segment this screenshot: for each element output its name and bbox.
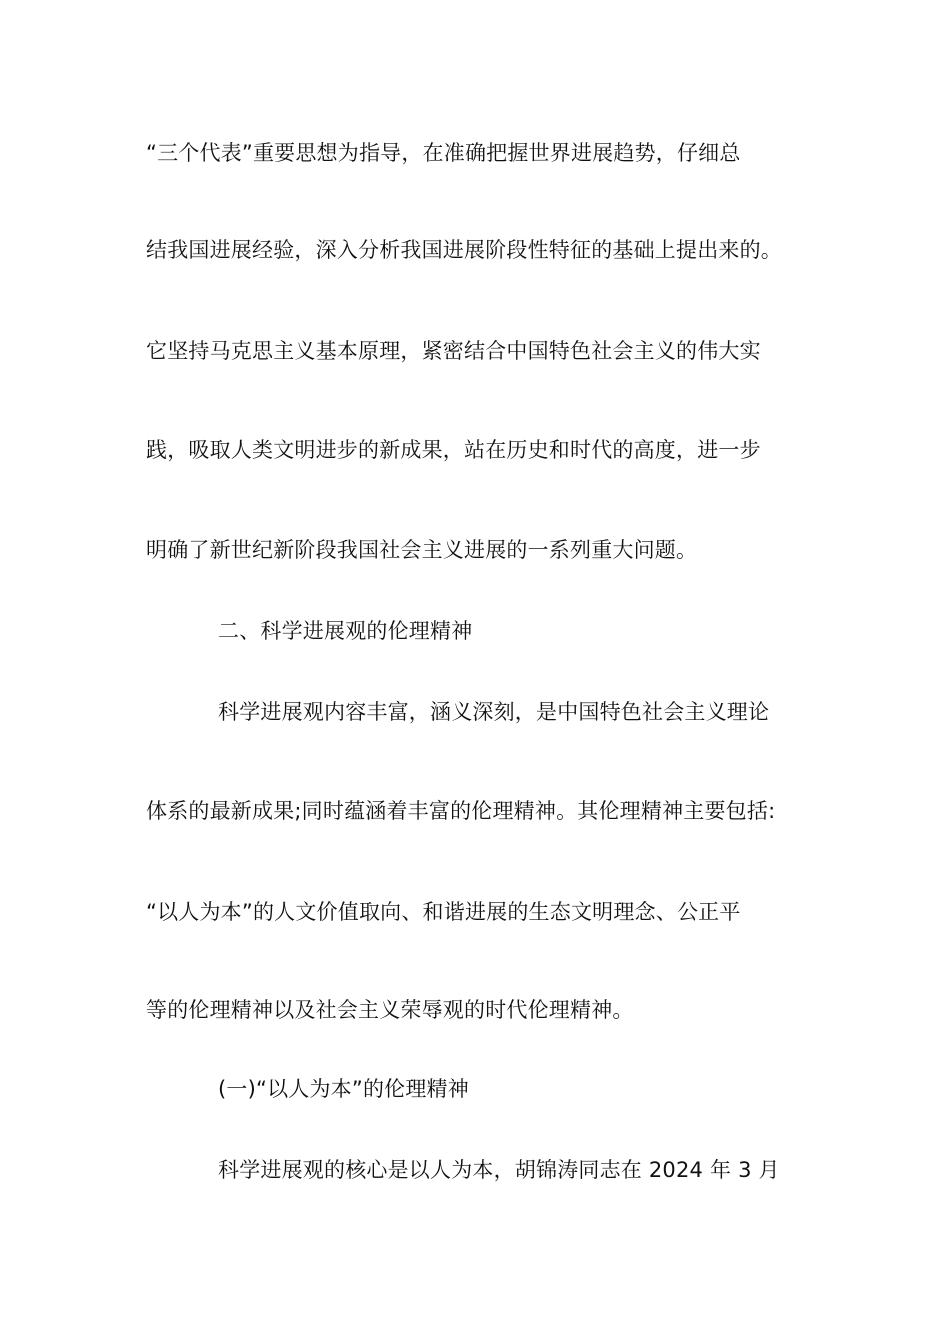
section-heading: 二、科学进展观的伦理精神 — [218, 619, 473, 643]
paragraph-line: 体系的最新成果;同时蕴涵着丰富的伦理精神。其伦理精神主要包括: — [146, 799, 776, 823]
paragraph-line: “三个代表”重要思想为指导，在准确把握世界进展趋势，仔细总 — [146, 141, 741, 165]
subsection-heading: (一)“以人为本”的伦理精神 — [218, 1077, 469, 1101]
paragraph-line: 科学进展观的核心是以人为本，胡锦涛同志在 2024 年 3 月 — [218, 1158, 780, 1182]
paragraph-line: 等的伦理精神以及社会主义荣辱观的时代伦理精神。 — [146, 998, 634, 1022]
paragraph-line: “以人为本”的人文价值取向、和谐进展的生态文明理念、公正平 — [146, 900, 741, 924]
paragraph-line: 它坚持马克思主义基本原理，紧密结合中国特色社会主义的伟大实 — [146, 339, 761, 363]
paragraph-line: 明确了新世纪新阶段我国社会主义进展的一系列重大问题。 — [146, 538, 698, 562]
paragraph-line: 践，吸取人类文明进步的新成果，站在历史和时代的高度，进一步 — [146, 438, 761, 462]
paragraph-line: 科学进展观内容丰富，涵义深刻，是中国特色社会主义理论 — [218, 700, 770, 724]
paragraph-line: 结我国进展经验，深入分析我国进展阶段性特征的基础上提出来的。 — [146, 238, 782, 262]
